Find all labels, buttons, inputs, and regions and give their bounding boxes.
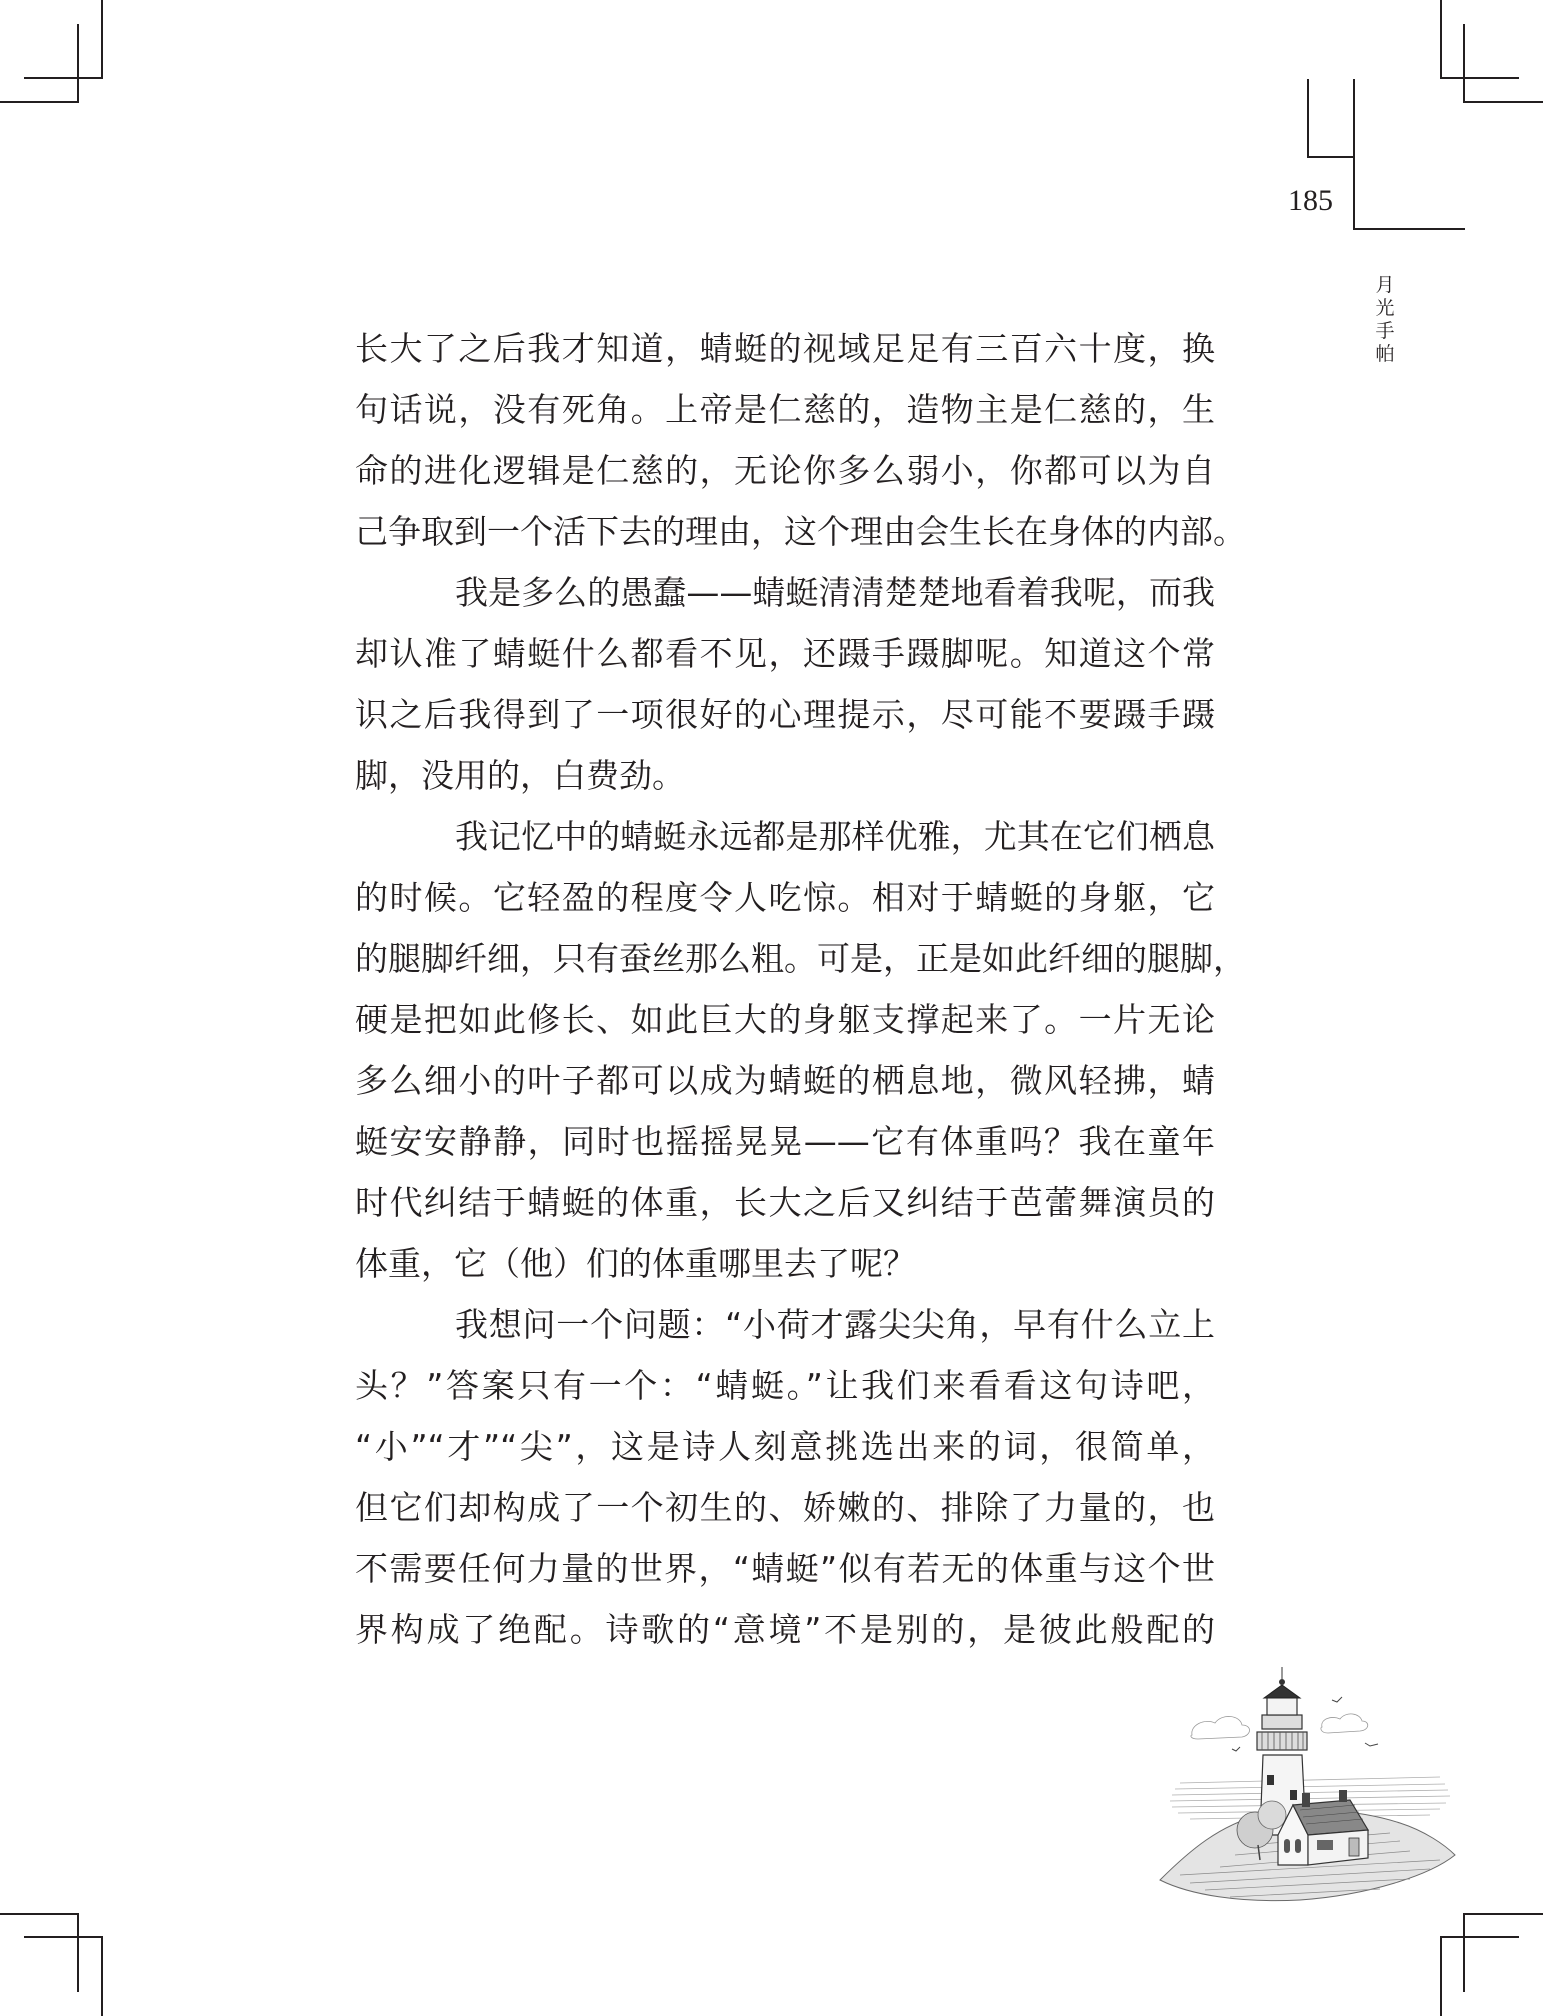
text-line: 硬是把如此修长、如此巨大的身躯支撑起来了。一片无论	[355, 1000, 1215, 1039]
page-number: 185	[1288, 184, 1333, 217]
text-line: 的时候。它轻盈的程度令人吃惊。相对于蜻蜓的身躯，它	[355, 878, 1215, 917]
text-line: 我是多么的愚蠢——蜻蜓清清楚楚地看着我呢，而我	[455, 573, 1215, 612]
text-line: 我记忆中的蜻蜓永远都是那样优雅，尤其在它们栖息	[455, 817, 1215, 856]
text-line: 时代纠结于蜻蜓的体重，长大之后又纠结于芭蕾舞演员的	[355, 1183, 1215, 1222]
text-line: 蜓安安静静，同时也摇摇晃晃——它有体重吗？我在童年	[355, 1122, 1215, 1161]
lighthouse-illustration	[1150, 1655, 1480, 1905]
text-line: 我想问一个问题：“小荷才露尖尖角，早有什么立上	[455, 1305, 1215, 1344]
text-line: 多么细小的叶子都可以成为蜻蜓的栖息地，微风轻拂，蜻	[355, 1061, 1215, 1100]
running-title: 月光手帕	[1375, 274, 1395, 365]
text-line: 但它们却构成了一个初生的、娇嫩的、排除了力量的，也	[355, 1488, 1215, 1527]
text-line: 体重，它（他）们的体重哪里去了呢？	[355, 1244, 916, 1283]
text-line: 却认准了蜻蜓什么都看不见，还蹑手蹑脚呢。知道这个常	[355, 634, 1215, 673]
text-line: 的腿脚纤细，只有蚕丝那么粗。可是，正是如此纤细的腿脚，	[355, 939, 1246, 978]
text-line: 己争取到一个活下去的理由，这个理由会生长在身体的内部。	[355, 512, 1246, 551]
text-line: 长大了之后我才知道，蜻蜓的视域足足有三百六十度，换	[355, 329, 1215, 368]
body-text	[355, 325, 1246, 1667]
text-line: 句话说，没有死角。上帝是仁慈的，造物主是仁慈的，生	[355, 390, 1215, 429]
text-line: 识之后我得到了一项很好的心理提示，尽可能不要蹑手蹑	[355, 695, 1215, 734]
text-line: 命的进化逻辑是仁慈的，无论你多么弱小，你都可以为自	[355, 451, 1215, 490]
text-line: 不需要任何力量的世界，“蜻蜓”似有若无的体重与这个世	[355, 1549, 1215, 1588]
text-line: “小”“才”“尖”，这是诗人刻意挑选出来的词，很简单，	[355, 1427, 1215, 1466]
text-line: 界构成了绝配。诗歌的“意境”不是别的，是彼此般配的	[355, 1610, 1215, 1649]
text-line: 头？”答案只有一个：“蜻蜓。”让我们来看看这句诗吧，	[355, 1366, 1215, 1405]
lighthouse-sketch-icon	[1150, 1655, 1480, 1905]
text-line: 脚，没用的，白费劲。	[355, 756, 685, 795]
